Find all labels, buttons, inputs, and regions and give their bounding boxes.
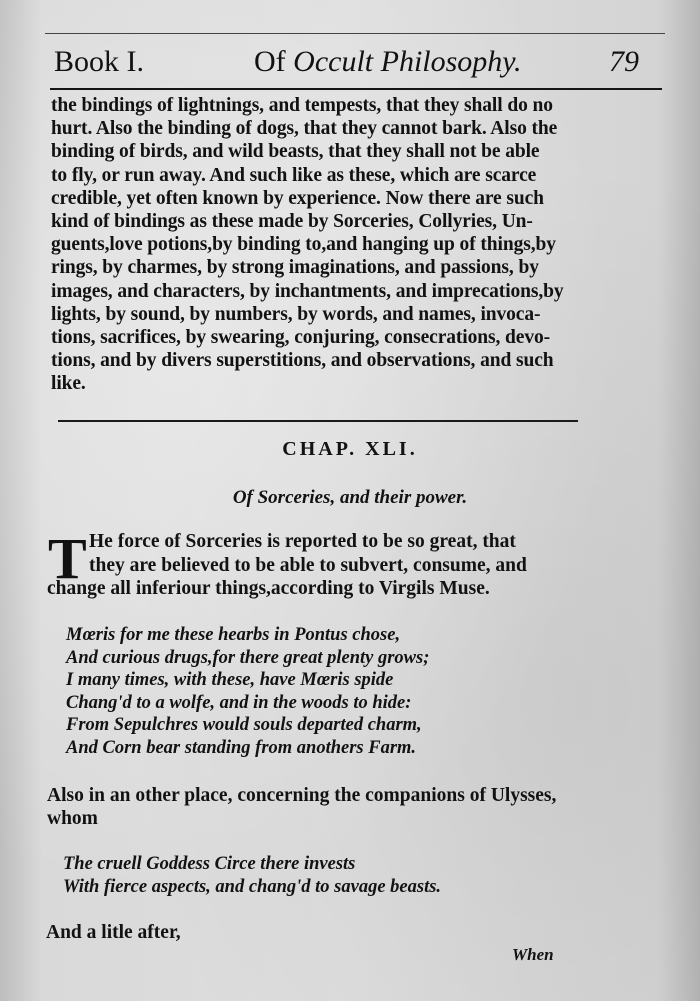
continued-paragraph xyxy=(51,94,596,396)
text-line: guents,love potions,by binding to,and hanging up of things,by xyxy=(51,234,556,256)
text-line: the bindings of lightnings, and tempests, that they shall do no xyxy=(51,95,553,116)
text-line: whom xyxy=(47,808,98,829)
text-line: tions, and by divers superstitions, and observations, and such xyxy=(51,350,554,372)
text-line: lights, by sound, by numbers, by words, and names, invoca- xyxy=(51,303,541,325)
running-title-italic: Occult Philosophy. xyxy=(293,45,522,78)
running-title xyxy=(254,42,521,82)
chapter-intro xyxy=(47,526,574,601)
page-number: 79 xyxy=(609,45,639,78)
text-line: credible, yet often known by experience. Now there are such xyxy=(51,187,544,209)
book-label: Book I. xyxy=(54,45,144,78)
running-title-prefix: Of xyxy=(254,45,286,78)
text-line: hurt. Also the binding of dogs, that they cannot bark. Also the xyxy=(51,118,558,140)
text-line: rings, by charmes, by strong imaginations, and passions, by xyxy=(51,257,539,279)
text-line: Also in an other place, concerning the companions of Ulysses, xyxy=(47,785,557,806)
verse-line: From Sepulchres would souls departed charm, xyxy=(66,715,422,736)
text-line: binding of birds, and wild beasts, that they shall not be able xyxy=(51,141,540,163)
verse-line: The cruell Goddess Circe there invests xyxy=(63,854,356,874)
text-line: change all inferiour things,according to Virgils Muse. xyxy=(47,578,490,599)
text-line: like. xyxy=(51,373,86,395)
verse-line: I many times, with these, have Mœris spide xyxy=(66,670,394,691)
text-line: to fly, or run away. And such like as these, which are scarce xyxy=(51,164,537,186)
top-rule xyxy=(45,33,665,34)
header-rule xyxy=(50,88,662,90)
verse-line: With fierce aspects, and chang'd to savage beasts. xyxy=(63,877,442,897)
text-line: images, and characters, by inchantments, and imprecations,by xyxy=(51,280,564,302)
verse-line: Chang'd to a wolfe, and in the woods to hide: xyxy=(66,692,412,713)
verse-line: Mœris for me these hearbs in Pontus chose, xyxy=(66,625,401,645)
verse-quotation-2 xyxy=(63,853,441,899)
verse-line: And Corn bear standing from anothers Farm. xyxy=(66,737,417,758)
verse-quotation xyxy=(66,624,429,760)
chapter-title: CHAP. XLI. xyxy=(282,438,418,460)
text-line: He force of Sorceries is reported to be so great, that xyxy=(89,531,516,552)
text-line: kind of bindings as these made by Sorceries, Collyries, Un- xyxy=(51,211,533,233)
verse-line: And curious drugs,for there great plenty grows; xyxy=(66,647,430,668)
text-line: tions, sacrifices, by swearing, conjuring, consecrations, devo- xyxy=(51,327,551,349)
closing-line: And a litle after, xyxy=(46,922,181,943)
chapter-subtitle: Of Sorceries, and their power. xyxy=(232,487,468,508)
transition-text xyxy=(47,784,556,830)
running-head xyxy=(54,42,654,82)
text-line: they are believed to be able to subvert, consume, and xyxy=(89,554,527,576)
catchword: When xyxy=(512,945,554,964)
drop-cap: T xyxy=(48,526,87,591)
chapter-rule xyxy=(58,420,578,422)
